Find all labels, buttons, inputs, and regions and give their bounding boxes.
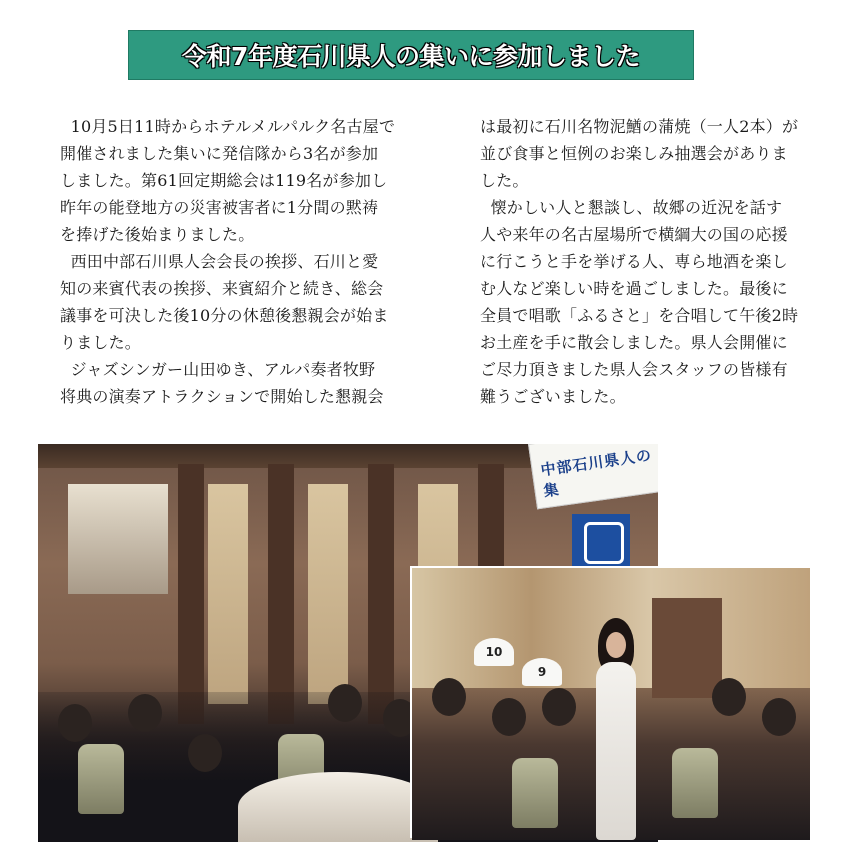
article-line: 将典の演奏アトラクションで開始した懇親会 (60, 387, 384, 406)
attendee (328, 684, 362, 722)
singer-performance-photo (412, 568, 810, 840)
round-table (238, 772, 438, 842)
chair (78, 744, 124, 814)
singer-face (606, 632, 626, 658)
hall-pillar (368, 464, 394, 724)
page-title: 令和7年度石川県人の集いに参加しました (182, 42, 640, 71)
attendee (492, 698, 526, 736)
attendee (128, 694, 162, 732)
article-line: 10月5日11時からホテルメルパルク名古屋で (60, 117, 396, 136)
article-line: む人など楽しい時を過ごしました。最後に (480, 279, 788, 298)
chair (512, 758, 558, 828)
attendee (712, 678, 746, 716)
article-line: 人や来年の名古屋場所で横綱大の国の応援 (480, 225, 788, 244)
article-line: 難うございました。 (480, 387, 626, 406)
event-banner-text: 中部石川県人の集 (539, 445, 653, 501)
article-line: 知の来賓代表の挨拶、来賓紹介と続き、総会 (60, 279, 384, 298)
article-line: に行こうと手を挙げる人、専ら地酒を楽し (480, 252, 788, 271)
article-line: を捧げた後始まりました。 (60, 225, 255, 244)
hall-pillar (268, 464, 294, 724)
article-right-column (480, 113, 820, 410)
article-line: した。 (480, 171, 529, 190)
article-line: お土産を手に散会しました。県人会開催に (480, 333, 788, 352)
attendee (188, 734, 222, 772)
event-banner (528, 444, 658, 509)
article-line: 西田中部石川県人会会長の挨拶、石川と愛 (60, 252, 379, 271)
attendee (762, 698, 796, 736)
article-line: ご尽力頂きました県人会スタッフの皆様有 (480, 360, 788, 379)
hall-door (652, 598, 722, 698)
attendee (432, 678, 466, 716)
article-line: 昨年の能登地方の災害被害者に1分間の黙祷 (60, 198, 379, 217)
chair (672, 748, 718, 818)
attendee (542, 688, 576, 726)
article-line: 並び食事と恒例のお楽しみ抽選会がありま (480, 144, 788, 163)
table-number-sign: 9 (522, 658, 562, 686)
attendee (58, 704, 92, 742)
ishikawa-flag-icon (572, 514, 630, 566)
wall-panel (308, 484, 348, 704)
article-line: 全員で唱歌「ふるさと」を合唱して午後2時 (480, 306, 799, 325)
wall-panel (208, 484, 248, 704)
prefecture-emblem-icon (584, 522, 624, 564)
hall-pillar (178, 464, 204, 724)
article-left-column (60, 113, 440, 410)
article-line: 議事を可決した後10分の休憩後懇親会が始ま (60, 306, 389, 325)
hall-window (68, 484, 168, 594)
article-line: は最初に石川名物泥鰌の蒲焼（一人2本）が (480, 117, 799, 136)
table-number-sign: 10 (474, 638, 514, 666)
article-line: 開催されました集いに発信隊から3名が参加 (60, 144, 379, 163)
singer (596, 662, 636, 840)
article-line: ジャズシンガー山田ゆき、アルパ奏者牧野 (60, 360, 376, 379)
article-line: しました。第61回定期総会は119名が参加し (60, 171, 388, 190)
article-line: 懐かしい人と懇談し、故郷の近況を話す (480, 198, 783, 217)
title-banner (128, 30, 694, 80)
article-line: りました。 (60, 333, 142, 352)
